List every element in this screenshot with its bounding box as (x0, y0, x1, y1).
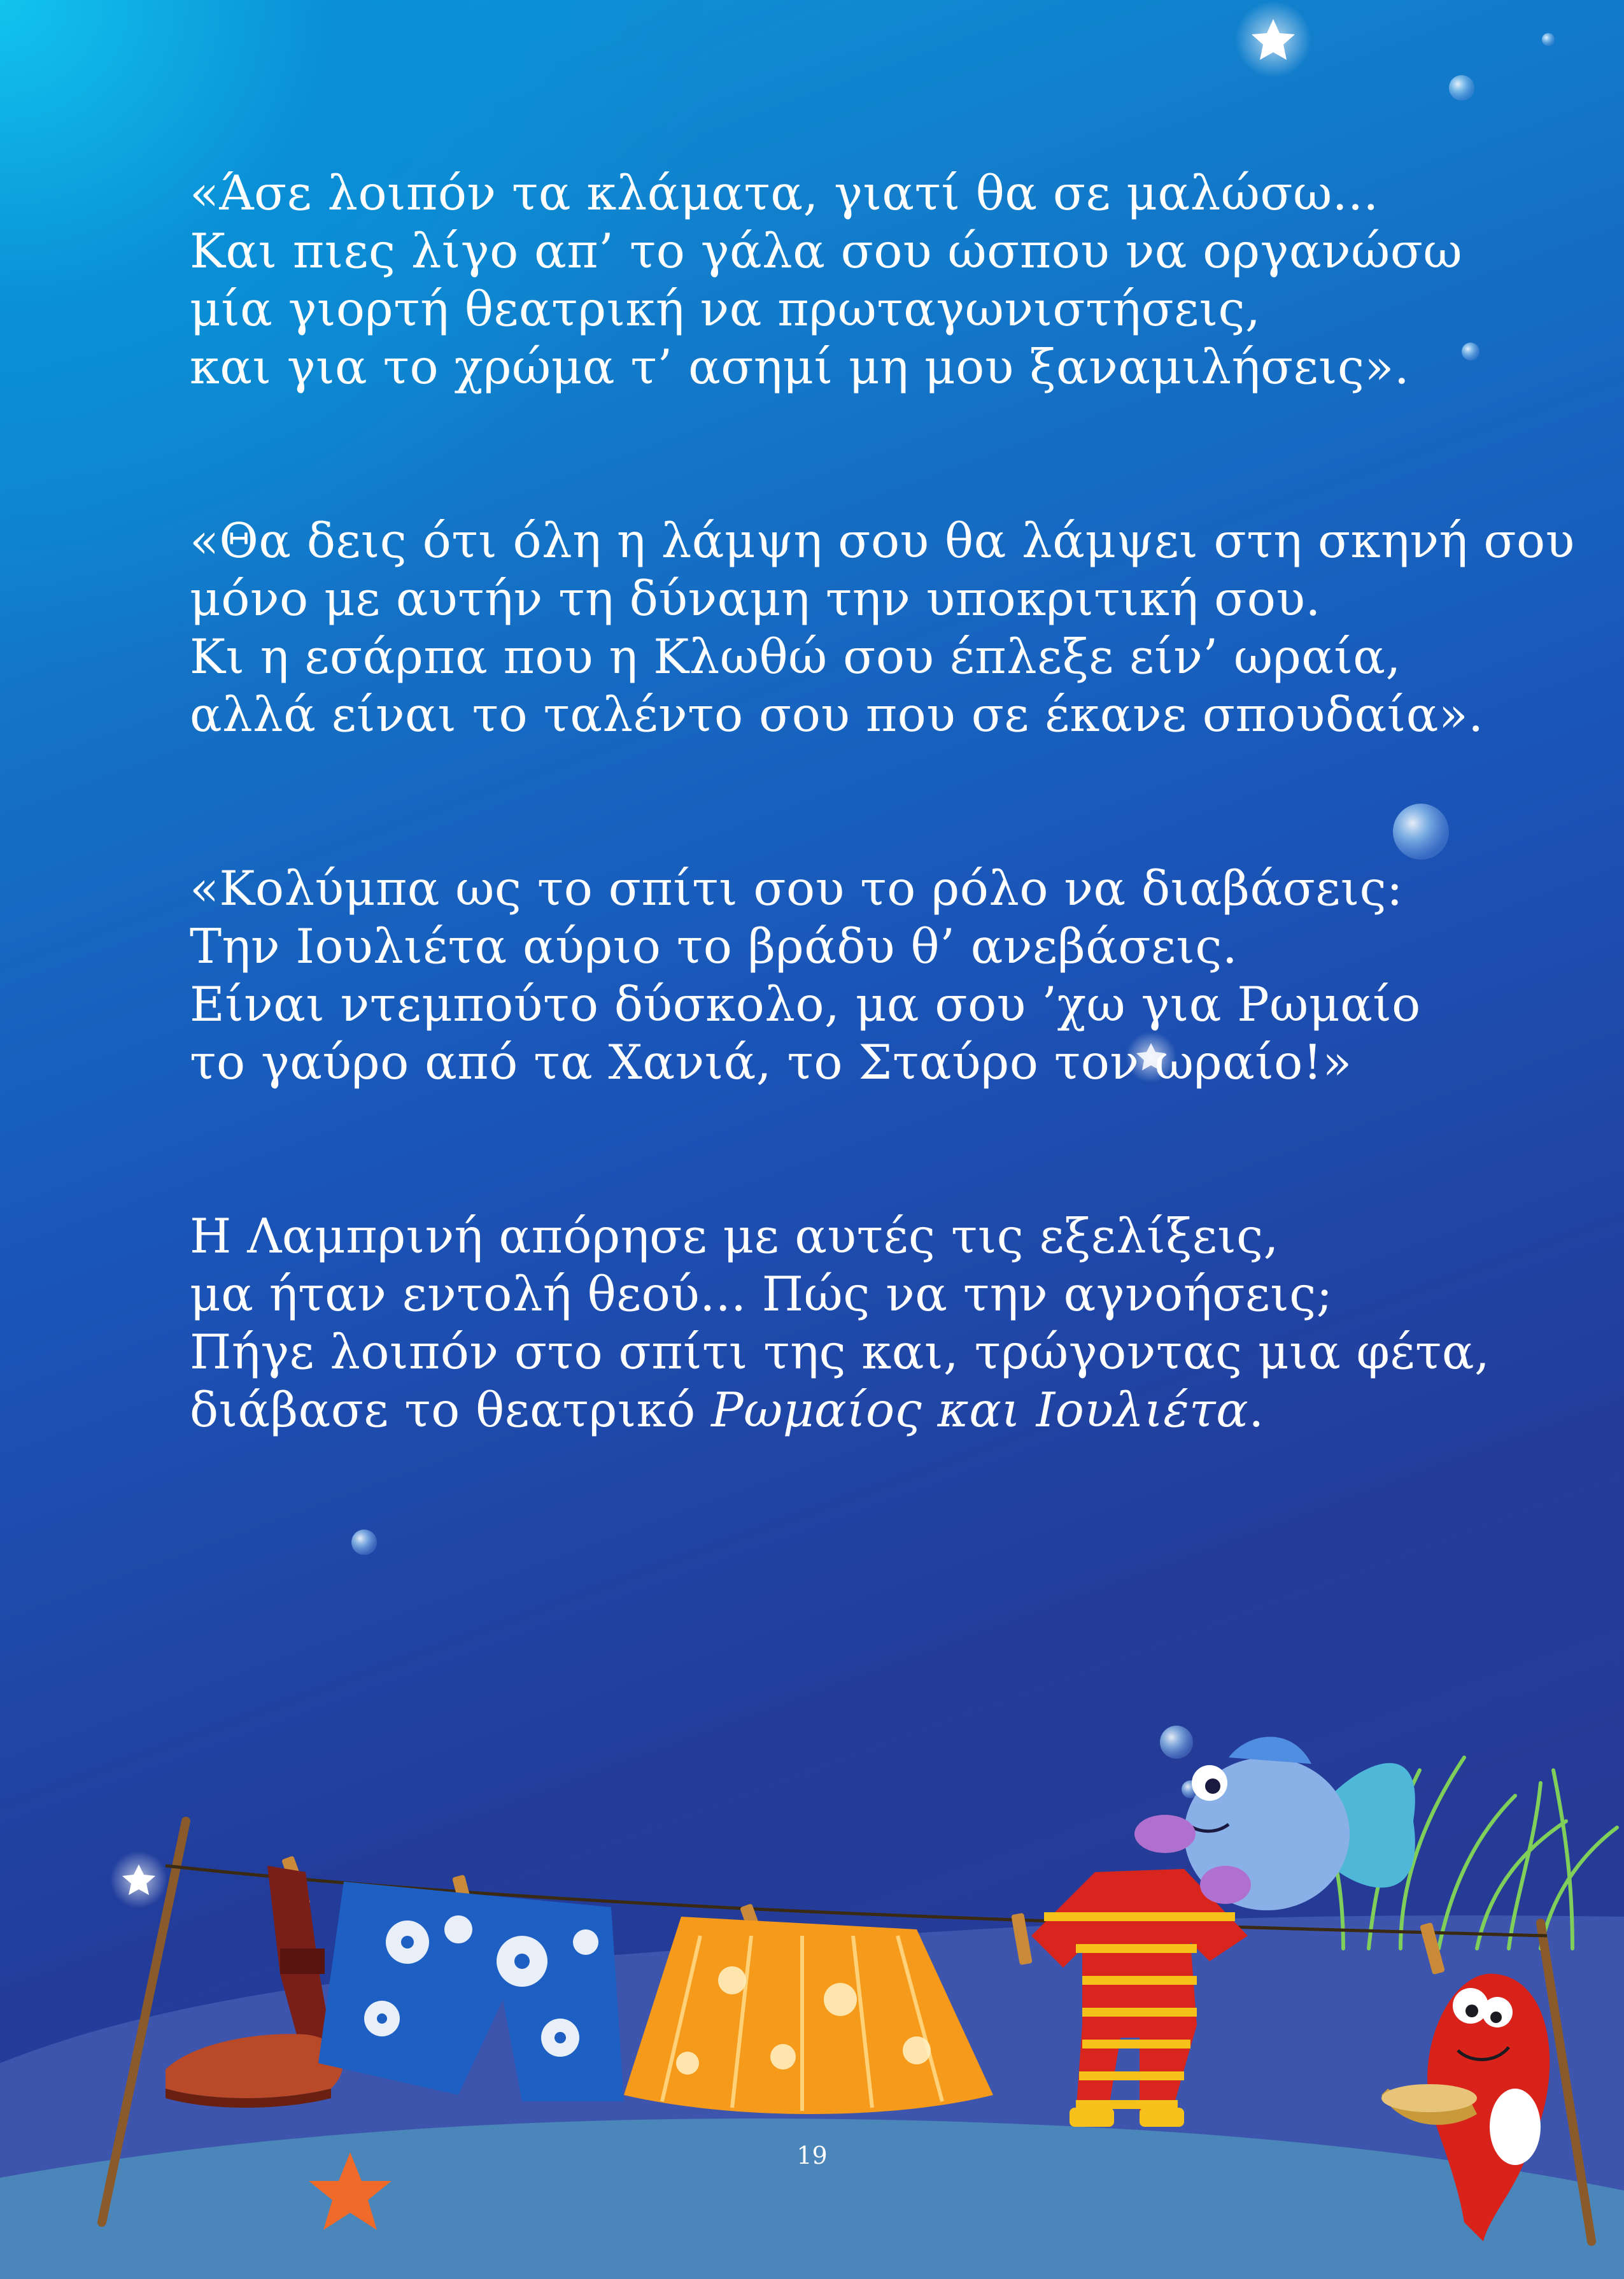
verse-line (190, 1265, 1558, 1323)
verse-line (190, 686, 1558, 744)
line-text: το γαύρο από τα Χανιά, το Σταύρο τον ωραίο!» (190, 1034, 1352, 1090)
poem-text (190, 164, 1575, 1555)
stanza (190, 860, 1558, 1091)
verse-line (190, 164, 1558, 222)
line-text: μία γιορτή θεατρική να πρωταγωνιστήσεις, (190, 281, 1261, 337)
verse-line (190, 338, 1558, 396)
line-text: Την Ιουλιέτα αύριο το βράδυ θ’ ανεβάσεις. (190, 918, 1238, 974)
line-text: «Άσε λοιπόν τα κλάματα, γιατί θα σε μαλώσω... (190, 165, 1379, 221)
italic-title: Ρωμαίος και Ιουλιέτα (711, 1382, 1249, 1438)
bubble-icon (1160, 1726, 1193, 1759)
bubble-icon (1449, 75, 1474, 101)
line-text: και για το χρώμα τ’ ασημί μη μου ξαναμιλήσεις». (190, 339, 1410, 395)
verse-line (190, 628, 1558, 686)
star-icon (1235, 1, 1311, 78)
verse-line (190, 1323, 1558, 1381)
verse-line (190, 976, 1558, 1033)
line-text: «Θα δεις ότι όλη η λάμψη σου θα λάμψει στη σκηνή σου (190, 513, 1575, 569)
line-text: «Κολύμπα ως το σπίτι σου το ρόλο να διαβάσεις: (190, 860, 1403, 916)
verse-line (190, 222, 1558, 280)
line-text: μα ήταν εντολή θεού... Πώς να την αγνοήσεις; (190, 1266, 1333, 1322)
line-text: Κι η εσάρπα που η Κλωθώ σου έπλεξε είν’ ωραία, (190, 628, 1401, 685)
stanza (190, 512, 1575, 744)
line-text: Και πιες λίγο απ’ το γάλα σου ώσπου να οργανώσω (190, 223, 1463, 279)
page-number: 19 (796, 2141, 828, 2169)
line-text: Η Λαμπρινή απόρησε με αυτές τις εξελίξεις, (190, 1208, 1279, 1264)
line-text: Είναι ντεμπούτο δύσκολο, μα σου ’χω για Ρωμαίο (190, 976, 1421, 1032)
verse-line (190, 918, 1558, 976)
verse-line (190, 860, 1558, 918)
line-text: μόνο με αυτήν τη δύναμη την υποκριτική σου. (190, 571, 1321, 627)
verse-line (190, 1033, 1558, 1091)
verse-line (190, 512, 1575, 570)
verse-line (190, 1381, 1558, 1439)
line-text: . (1248, 1382, 1264, 1438)
line-text: Πήγε λοιπόν στο σπίτι της και, τρώγοντας μια φέτα, (190, 1324, 1490, 1380)
verse-line (190, 280, 1558, 338)
verse-line (190, 570, 1558, 628)
line-text: αλλά είναι το ταλέντο σου που σε έκανε σπουδαία». (190, 686, 1484, 742)
bubble-icon (1542, 33, 1555, 46)
star-icon (110, 1851, 167, 1908)
stanza (190, 164, 1558, 396)
line-text: διάβασε το θεατρικό (190, 1382, 712, 1438)
sandal (166, 1866, 343, 2108)
stanza (190, 1207, 1558, 1439)
verse-line (190, 1207, 1558, 1265)
